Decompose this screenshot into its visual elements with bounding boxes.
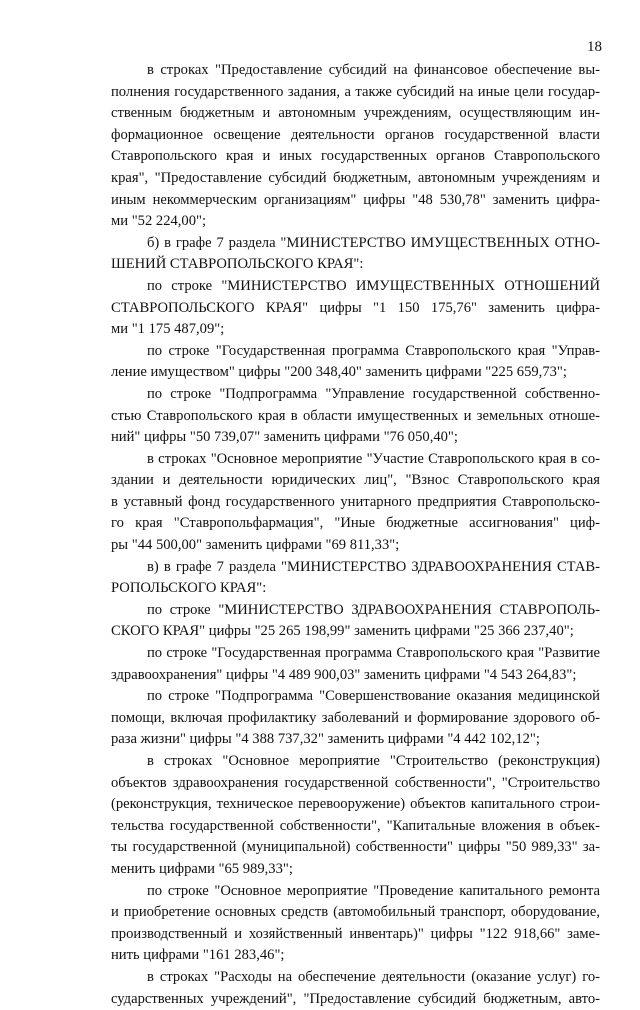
text-line: по строке "Подпрограмма "Управление государственной собственно-	[147, 385, 600, 402]
text-line: в строках "Расходы на обеспечение деятельности (оказание услуг) го-	[147, 968, 600, 985]
text-line: тельства государственной собственности", "Капитальные вложения в объек-	[111, 817, 600, 834]
document-body	[111, 60, 600, 1010]
text-line: (реконструкция, техническое перевооружение) объектов капитального строи-	[111, 796, 600, 813]
text-line: и приобретение основных средств (автомобильный транспорт, оборудование,	[111, 904, 600, 921]
text-line: ры "44 500,00" заменить цифрами "69 811,33";	[111, 537, 400, 554]
text-line: здравоохранения" цифры "4 489 900,03" заменить цифрами "4 543 264,83";	[111, 666, 577, 683]
text-line: ний" цифры "50 739,07" заменить цифрами "76 050,40";	[111, 429, 458, 446]
text-line: производственный и хозяйственный инвентарь)" цифры "122 918,66" заме-	[111, 925, 600, 942]
text-line: СТАВРОПОЛЬСКОГО КРАЯ" цифры "1 150 175,76" заменить цифра-	[111, 299, 600, 316]
text-line: в уставный фонд государственного унитарного предприятия Ставропольско-	[111, 493, 600, 510]
text-line: стью Ставропольского края в области имущественных и земельных отноше-	[111, 407, 600, 424]
text-line: объектов здравоохранения государственной собственности", "Строительство	[111, 774, 600, 791]
text-line: в строках "Предоставление субсидий на финансовое обеспечение вы-	[147, 62, 600, 78]
text-line: ШЕНИЙ СТАВРОПОЛЬСКОГО КРАЯ":	[111, 256, 364, 273]
text-line: по строке "Подпрограмма "Совершенствование оказания медицинской	[147, 688, 600, 705]
text-line: ми "1 175 487,09";	[111, 321, 225, 338]
text-line: ление имуществом" цифры "200 348,40" заменить цифрами "225 659,73";	[111, 364, 567, 381]
text-line: раза жизни" цифры "4 388 737,32" заменить цифрами "4 442 102,12";	[111, 731, 540, 748]
text-line: Ставропольского края и иных государственных органов Ставропольского	[111, 148, 600, 165]
text-line: по строке "Государственная программа Ставропольского края "Управ-	[147, 342, 600, 359]
text-line: ми "52 224,00";	[111, 213, 207, 230]
text-line: го края "Ставропольфармация", "Иные бюджетные ассигнования" циф-	[111, 515, 600, 532]
text-line: помощи, включая профилактику заболеваний и формирование здорового об-	[111, 709, 600, 726]
text-line: по строке "МИНИСТЕРСТВО ЗДРАВООХРАНЕНИЯ СТАВРОПОЛЬ-	[147, 601, 600, 618]
text-line: менить цифрами "65 989,33";	[111, 860, 293, 877]
text-line: по строке "МИНИСТЕРСТВО ИМУЩЕСТВЕННЫХ ОТНОШЕНИЙ	[147, 277, 600, 294]
text-line: сударственных учреждений", "Предоставление субсидий бюджетным, авто-	[111, 990, 600, 1007]
text-line: в) в графе 7 раздела "МИНИСТЕРСТВО ЗДРАВООХРАНЕНИЯ СТАВ-	[147, 558, 600, 575]
text-line: РОПОЛЬСКОГО КРАЯ":	[111, 580, 267, 597]
text-line: здании и деятельности юридических лиц", "Взнос Ставропольского края	[111, 472, 600, 489]
text-line: в строках "Основное мероприятие "Строительство (реконструкция)	[147, 753, 600, 769]
page-number: 18	[587, 39, 602, 55]
text-line: полнения государственного задания, а также субсидий на иные цели государ-	[111, 83, 600, 100]
text-line: ственным бюджетным и автономным учреждениям, осуществляющим ин-	[111, 105, 600, 122]
text-line: по строке "Основное мероприятие "Проведение капитального ремонта	[147, 882, 600, 899]
text-line: по строке "Государственная программа Ставропольского края "Развитие	[147, 645, 600, 662]
text-line: б) в графе 7 раздела "МИНИСТЕРСТВО ИМУЩЕСТВЕННЫХ ОТНО-	[147, 234, 600, 251]
text-line: нить цифрами "161 283,46";	[111, 947, 285, 964]
text-line: края", "Предоставление субсидий бюджетным, автономным учреждениям и	[111, 169, 600, 186]
text-line: в строках "Основное мероприятие "Участие Ставропольского края в со-	[147, 450, 600, 467]
text-line: формационное освещение деятельности органов государственной власти	[111, 126, 600, 143]
text-line: ты государственной (муниципальной) собственности" цифры "50 989,33" за-	[111, 839, 600, 856]
text-line: СКОГО КРАЯ" цифры "25 265 198,99" заменить цифрами "25 366 237,40";	[111, 623, 574, 640]
text-line: иным некоммерческим организациям" цифры "48 530,78" заменить цифра-	[111, 191, 600, 208]
